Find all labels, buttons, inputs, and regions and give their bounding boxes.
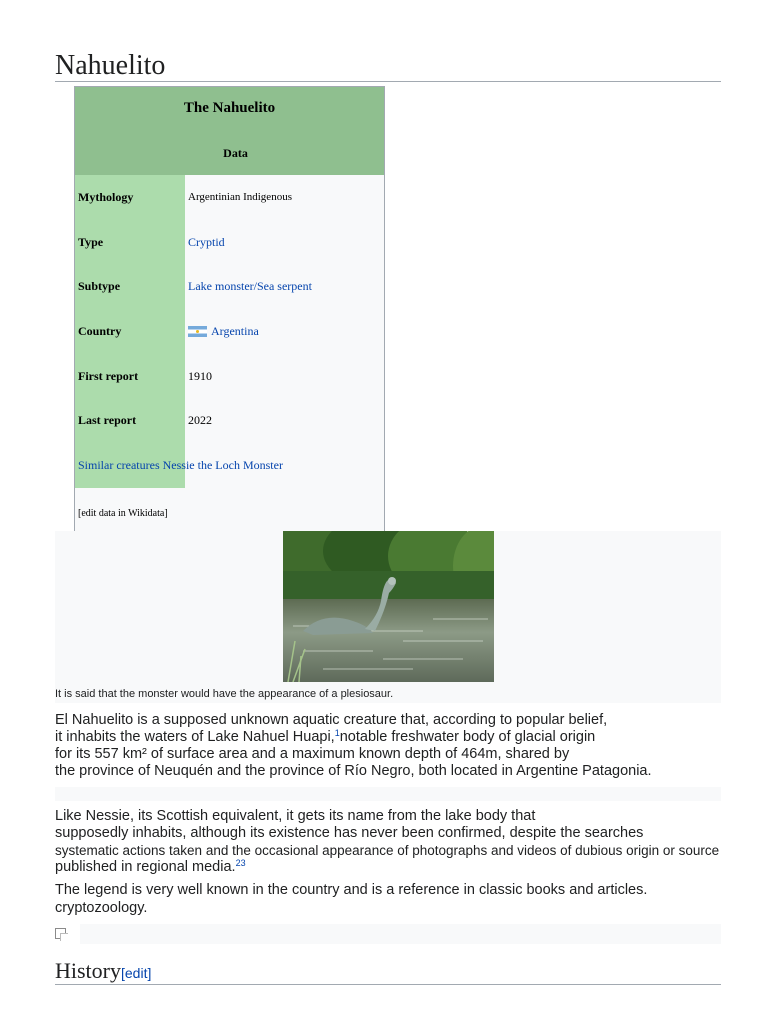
neuquen-rio-negro-link[interactable]: the province of Neuquén and the province of Río Negro, both located in Argentine Patagonia. [55, 763, 652, 779]
text: published in regional media. [55, 859, 236, 875]
infobox-row-country [75, 309, 384, 354]
infobox-row-mythology [75, 175, 384, 220]
infobox-row-last-report [75, 398, 384, 443]
infobox-label: First report [75, 354, 185, 399]
section-title: History [55, 958, 121, 983]
lake-monster-link[interactable]: Lake monster/Sea serpent [188, 279, 312, 294]
text: it inhabits the waters of Lake Nahuel Huapi, [55, 729, 335, 745]
infobox-label: Mythology [75, 175, 185, 220]
reference-1[interactable]: 1 [334, 728, 340, 738]
infobox-value: Argentinian Indigenous [188, 191, 292, 204]
infobox [74, 86, 385, 532]
figure [55, 531, 721, 703]
paragraph-line: cryptozoology. [55, 900, 148, 916]
infobox-header: Data [75, 131, 384, 175]
infobox-value-country [188, 309, 380, 354]
infobox-row-type [75, 220, 384, 265]
infobox-title: The Nahuelito [75, 87, 384, 131]
paragraph-line: El Nahuelito is a supposed unknown aquatic creature that, according to popular belief, [55, 712, 608, 728]
infobox-label: Country [75, 309, 185, 354]
infobox-value: 1910 [188, 368, 212, 383]
text: notable freshwater body of glacial origin [339, 729, 596, 745]
figure-caption: It is said that the monster would have the appearance of a plesiosaur. [55, 688, 394, 700]
cryptid-link[interactable]: Cryptid [188, 234, 225, 249]
paragraph-line: systematic actions taken and the occasional appearance of photographs and videos of dubious origin or source [55, 843, 720, 858]
similar-creatures-link[interactable]: Similar creatures Nessie the Loch Monster [78, 457, 283, 472]
edit-wikidata-link[interactable]: [edit data in Wikidata] [78, 508, 168, 519]
infobox-label: Last report [75, 398, 185, 443]
infobox-row-first-report [75, 354, 384, 399]
paragraph-line: Like Nessie, its Scottish equivalent, it gets its name from the lake body that [55, 808, 536, 824]
gray-strip [80, 924, 721, 944]
paragraph-line [55, 859, 246, 876]
section-heading-history [55, 958, 721, 985]
broken-image-icon [55, 928, 66, 939]
infobox-row-similar [75, 443, 384, 488]
infobox-value: 2022 [188, 413, 212, 428]
paragraph-line: for its 557 km² of surface area and a maximum known depth of 464m, shared by [55, 746, 570, 762]
paragraph-line: The legend is very well known in the country and is a reference in classic books and articles. [55, 882, 648, 898]
divider-bar [55, 787, 721, 801]
paragraph-line: supposedly inhabits, although its existence has never been confirmed, despite the searches [55, 825, 644, 841]
infobox-label: Type [75, 220, 185, 265]
argentina-link[interactable]: Argentina [211, 323, 259, 338]
argentina-flag-icon [188, 326, 207, 337]
infobox-row-subtype [75, 264, 384, 309]
infobox-label: Subtype [75, 264, 185, 309]
plesiosaur-photo[interactable] [283, 531, 494, 682]
reference-23[interactable]: 23 [235, 858, 246, 868]
page-title: Nahuelito [55, 50, 721, 82]
paragraph-line [55, 729, 595, 746]
edit-section-link[interactable]: [edit] [121, 965, 152, 981]
